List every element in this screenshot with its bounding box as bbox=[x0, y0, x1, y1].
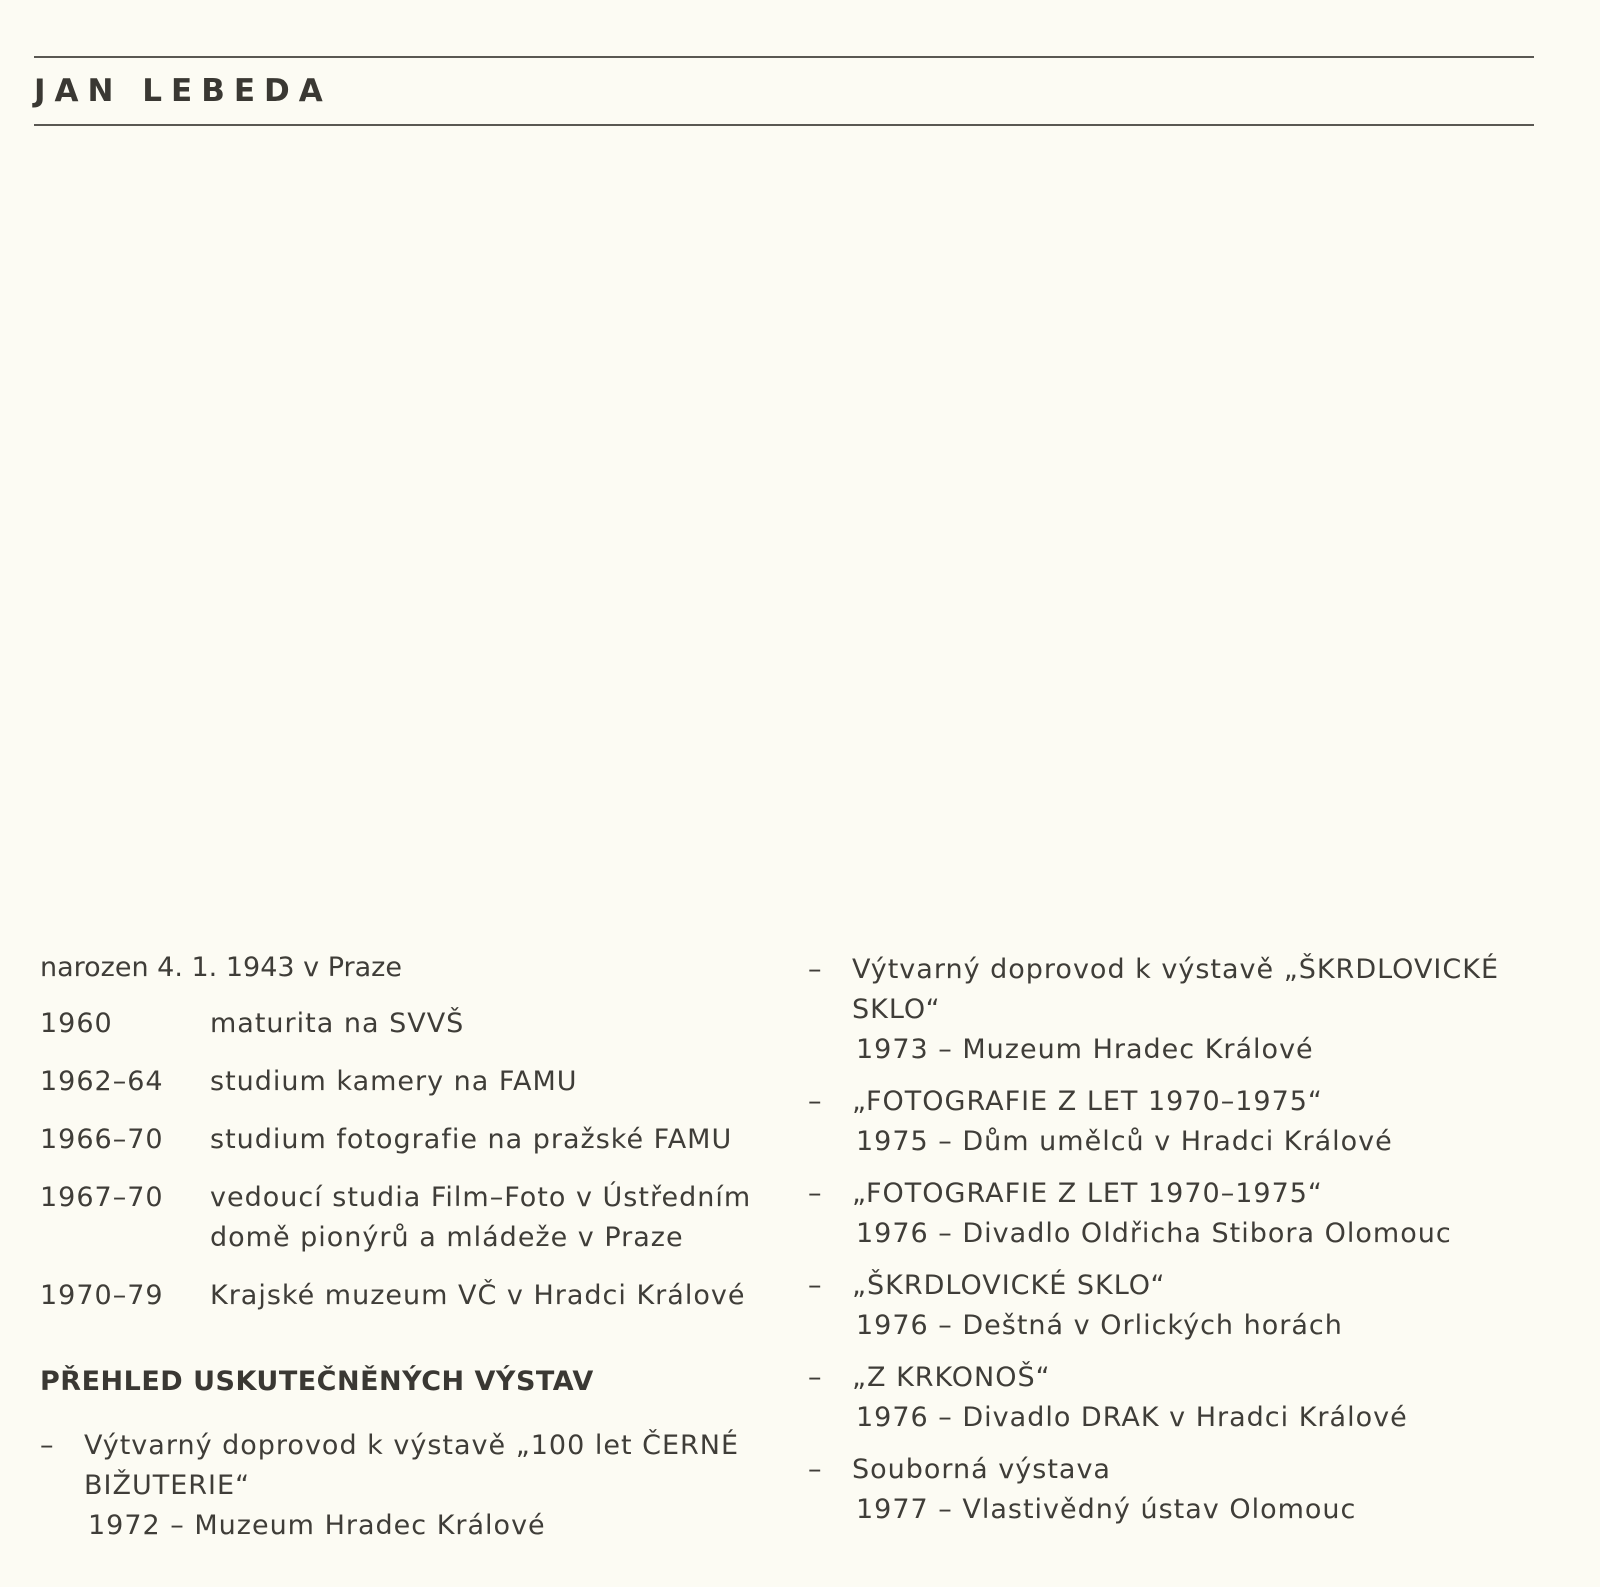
exhibitions-list-left bbox=[40, 1426, 780, 1546]
biography-text: Krajské muzeum VČ v Hradci Králové bbox=[210, 1280, 746, 1311]
exhibition-item bbox=[40, 1426, 780, 1546]
exhibition-detail: 1976 – Divadlo DRAK v Hradci Králové bbox=[856, 1402, 1408, 1433]
exhibition-item bbox=[808, 1266, 1548, 1346]
exhibition-item bbox=[808, 1082, 1548, 1162]
exhibition-title: „FOTOGRAFIE Z LET 1970–1975“ bbox=[852, 1086, 1323, 1117]
exhibition-detail: 1977 – Vlastivědný ústav Olomouc bbox=[856, 1494, 1357, 1525]
exhibition-dash: – bbox=[808, 954, 823, 985]
exhibitions-list-right bbox=[808, 950, 1548, 1530]
exhibition-title: Výtvarný doprovod k výstavě „100 let ČERNÉ BIŽUTERIE“ bbox=[84, 1430, 740, 1501]
exhibition-item bbox=[808, 1174, 1548, 1254]
header-top-rule bbox=[34, 56, 1534, 58]
exhibition-detail: 1973 – Muzeum Hradec Králové bbox=[856, 1034, 1314, 1065]
left-column bbox=[40, 950, 780, 1560]
exhibition-dash: – bbox=[808, 1454, 823, 1485]
biography-entry bbox=[40, 1120, 780, 1160]
exhibition-dash: – bbox=[40, 1430, 55, 1461]
biography-list bbox=[40, 1004, 780, 1316]
exhibition-title: „ŠKRDLOVICKÉ SKLO“ bbox=[852, 1270, 1166, 1301]
right-column bbox=[808, 950, 1548, 1542]
biography-entry bbox=[40, 1178, 780, 1258]
biography-years: 1967–70 bbox=[40, 1182, 164, 1213]
exhibition-dash: – bbox=[808, 1178, 823, 1209]
biography-years: 1966–70 bbox=[40, 1124, 164, 1155]
biography-text: studium fotografie na pražské FAMU bbox=[210, 1124, 733, 1155]
biography-text: vedoucí studia Film–Foto v Ústředním domě pionýrů a mládeže v Praze bbox=[210, 1182, 752, 1253]
exhibition-detail: 1976 – Divadlo Oldřicha Stibora Olomouc bbox=[856, 1218, 1452, 1249]
exhibition-item bbox=[808, 1358, 1548, 1438]
biography-years: 1962–64 bbox=[40, 1066, 164, 1097]
biography-text: studium kamery na FAMU bbox=[210, 1066, 578, 1097]
exhibition-title: „Z KRKONOŠ“ bbox=[852, 1362, 1051, 1393]
exhibition-detail: 1976 – Deštná v Orlických horách bbox=[856, 1310, 1343, 1341]
exhibition-detail: 1972 – Muzeum Hradec Králové bbox=[88, 1510, 546, 1541]
exhibition-detail: 1975 – Dům umělců v Hradci Králové bbox=[856, 1126, 1393, 1157]
exhibition-dash: – bbox=[808, 1086, 823, 1117]
artist-name: JAN LEBEDA bbox=[34, 73, 332, 109]
header-bottom-rule bbox=[34, 124, 1534, 126]
exhibition-item bbox=[808, 950, 1548, 1070]
exhibition-title: Souborná výstava bbox=[852, 1454, 1111, 1485]
exhibition-title: Výtvarný doprovod k výstavě „ŠKRDLOVICKÉ SKLO“ bbox=[852, 954, 1500, 1025]
exhibition-title: „FOTOGRAFIE Z LET 1970–1975“ bbox=[852, 1178, 1323, 1209]
biography-years: 1960 bbox=[40, 1008, 113, 1039]
birth-info: narozen 4. 1. 1943 v Praze bbox=[40, 952, 402, 983]
biography-entry bbox=[40, 1004, 780, 1044]
biography-text: maturita na SVVŠ bbox=[210, 1008, 465, 1039]
biography-entry bbox=[40, 1276, 780, 1316]
exhibition-dash: – bbox=[808, 1362, 823, 1393]
exhibition-item bbox=[808, 1450, 1548, 1530]
exhibition-dash: – bbox=[808, 1270, 823, 1301]
biography-entry bbox=[40, 1062, 780, 1102]
exhibitions-heading: PŘEHLED USKUTEČNĚNÝCH VÝSTAV bbox=[40, 1366, 594, 1397]
biography-years: 1970–79 bbox=[40, 1280, 164, 1311]
